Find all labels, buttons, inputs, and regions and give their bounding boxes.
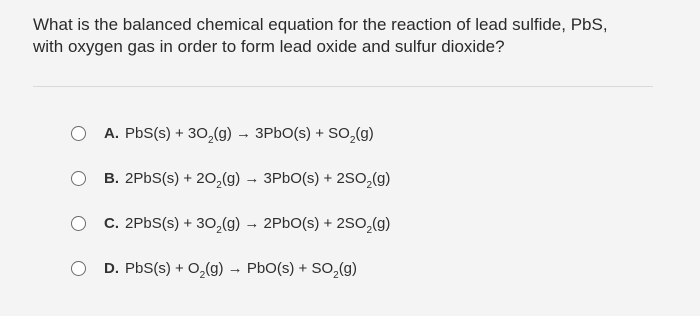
option-equation: $PbS(s) + 3O_2(g) \to 3PbO(s) + SO_2(g)$: [125, 125, 374, 146]
option-letter: A.: [104, 125, 119, 142]
radio-button-icon[interactable]: [71, 216, 86, 231]
option-d[interactable]: [71, 246, 390, 291]
question-text: [33, 14, 673, 58]
option-letter: B.: [104, 170, 119, 187]
radio-button-icon[interactable]: [71, 171, 86, 186]
option-equation: $2PbS(s) + 3O_2(g) \to 2PbO(s) + 2SO_2(g)$: [125, 215, 391, 236]
option-equation: $2PbS(s) + 2O_2(g) \to 3PbO(s) + 2SO_2(g)$: [125, 170, 391, 191]
option-c[interactable]: [71, 201, 390, 246]
radio-button-icon[interactable]: [71, 126, 86, 141]
radio-button-icon[interactable]: [71, 261, 86, 276]
divider: [33, 86, 653, 87]
option-a[interactable]: [71, 111, 390, 156]
question-line-1: What is the balanced chemical equation for the reaction of lead sulfide, PbS,: [33, 15, 608, 34]
option-equation: $PbS(s) + O_2(g) \to PbO(s) + SO_2(g)$: [125, 260, 358, 281]
question-line-2: with oxygen gas in order to form lead oxide and sulfur dioxide?: [33, 37, 505, 56]
option-letter: D.: [104, 260, 119, 277]
option-b[interactable]: [71, 156, 390, 201]
answer-options: [71, 111, 390, 291]
option-letter: C.: [104, 215, 119, 232]
